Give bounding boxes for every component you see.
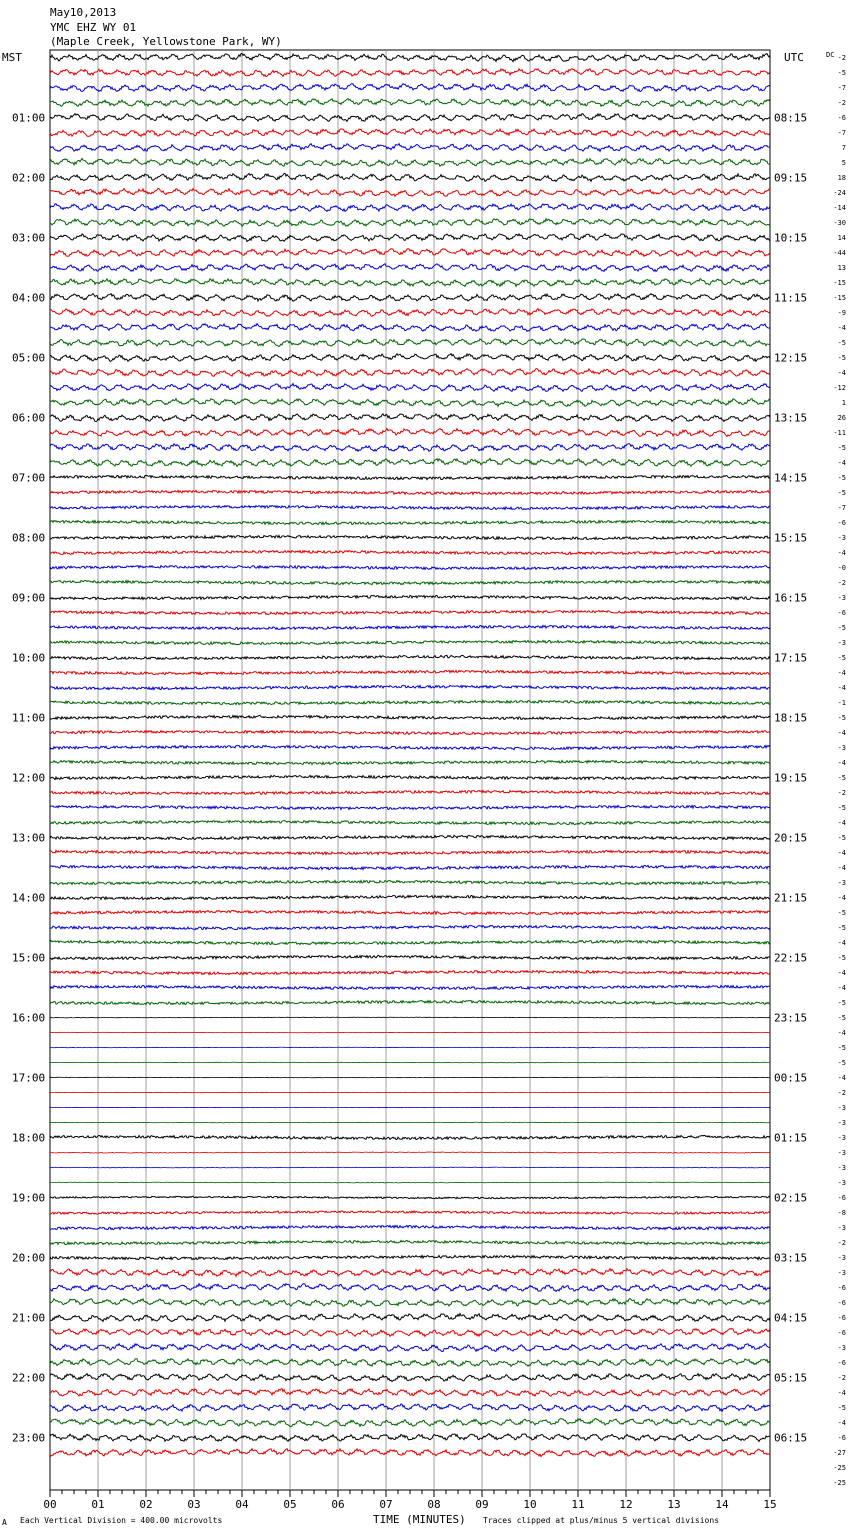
dc-offset-61: -4	[837, 969, 846, 977]
dc-offset-77: -8	[837, 1209, 846, 1217]
dc-offset-16: -15	[833, 294, 846, 302]
dc-offset-29: -5	[837, 489, 846, 497]
dc-offset-32: -3	[837, 534, 846, 542]
trace-82	[50, 1284, 770, 1292]
dc-offset-73: -3	[837, 1149, 846, 1157]
dc-offset-0: -2	[837, 54, 846, 62]
mst-label-19: 20:00	[12, 1251, 46, 1265]
dc-offset-21: -4	[837, 369, 846, 377]
trace-0	[50, 53, 770, 61]
x-tick-label-4: 04	[235, 1498, 249, 1511]
trace-47	[50, 760, 770, 764]
mst-label-21: 22:00	[12, 1371, 46, 1385]
dc-offset-1: -5	[837, 69, 846, 77]
dc-offset-84: -6	[837, 1314, 846, 1322]
mst-label-13: 14:00	[12, 891, 46, 905]
trace-34	[50, 566, 770, 570]
trace-9	[50, 188, 770, 196]
mst-time-labels	[12, 112, 45, 1445]
utc-label-0: 08:15	[774, 111, 808, 125]
dc-offset-86: -3	[837, 1344, 846, 1352]
x-tick-label-11: 11	[571, 1498, 585, 1511]
left-timezone: MST	[2, 51, 22, 64]
dc-offset-7: 5	[841, 159, 846, 167]
trace-1	[50, 69, 770, 77]
dc-offset-labels	[833, 54, 846, 1487]
trace-79	[50, 1240, 770, 1244]
trace-22	[50, 384, 770, 392]
utc-label-20: 04:15	[774, 1311, 808, 1325]
trace-84	[50, 1314, 770, 1322]
trace-61	[50, 971, 770, 975]
trace-56	[50, 895, 770, 899]
trace-24	[50, 414, 770, 422]
mst-label-6: 07:00	[12, 471, 46, 485]
trace-37	[50, 610, 770, 614]
trace-51	[50, 821, 770, 825]
trace-90	[50, 1404, 770, 1412]
scale-note: Each Vertical Division = 400.00 microvolts	[20, 1516, 223, 1525]
x-tick-label-7: 07	[379, 1498, 393, 1511]
dc-offset-69: -2	[837, 1089, 846, 1097]
dc-offset-67: -5	[837, 1059, 846, 1067]
trace-20	[50, 354, 770, 362]
trace-32	[50, 535, 770, 539]
dc-offset-68: -4	[837, 1074, 846, 1082]
mst-label-0: 01:00	[12, 111, 46, 125]
trace-66	[50, 1047, 770, 1048]
dc-offset-39: -3	[837, 639, 846, 647]
dc-offset-18: -4	[837, 324, 846, 332]
utc-label-13: 21:15	[774, 891, 808, 905]
dc-offset-26: -5	[837, 444, 846, 452]
trace-85	[50, 1329, 770, 1337]
dc-offset-81: -3	[837, 1269, 846, 1277]
x-tick-label-10: 10	[523, 1498, 537, 1511]
utc-label-2: 10:15	[774, 231, 808, 245]
utc-label-16: 00:15	[774, 1071, 808, 1085]
trace-43	[50, 700, 770, 704]
dc-offset-90: -5	[837, 1404, 846, 1412]
station-id: YMC EHZ WY 01	[50, 21, 137, 34]
utc-label-15: 23:15	[774, 1011, 808, 1025]
trace-91	[50, 1419, 770, 1427]
trace-26	[50, 444, 770, 452]
trace-5	[50, 129, 770, 137]
dc-offset-70: -3	[837, 1104, 846, 1112]
dc-offset-47: -4	[837, 759, 846, 767]
trace-67	[50, 1062, 770, 1063]
trace-58	[50, 925, 770, 929]
x-tick-label-13: 13	[667, 1498, 681, 1511]
trace-92	[50, 1434, 770, 1442]
trace-13	[50, 249, 770, 257]
dc-offset-59: -4	[837, 939, 846, 947]
utc-label-11: 19:15	[774, 771, 808, 785]
trace-14	[50, 264, 770, 272]
dc-offset-56: -4	[837, 894, 846, 902]
x-tick-label-0: 00	[43, 1498, 57, 1511]
dc-offset-72: -3	[837, 1134, 846, 1142]
trace-68	[50, 1077, 770, 1078]
trace-39	[50, 640, 770, 644]
dc-offset-31: -6	[837, 519, 846, 527]
seismic-traces	[50, 53, 770, 1456]
dc-offset-11: -30	[833, 219, 846, 227]
trace-10	[50, 204, 770, 212]
dc-offset-40: -5	[837, 654, 846, 662]
mst-label-18: 19:00	[12, 1191, 46, 1205]
utc-label-19: 03:15	[774, 1251, 808, 1265]
trace-77	[50, 1211, 770, 1214]
dc-offset-92: -6	[837, 1434, 846, 1442]
x-tick-label-2: 02	[139, 1498, 153, 1511]
dc-offset-15: -15	[833, 279, 846, 287]
dc-offset-58: -5	[837, 924, 846, 932]
dc-offset-50: -5	[837, 804, 846, 812]
record-date: May10,2013	[50, 6, 117, 19]
trace-19	[50, 339, 770, 346]
dc-offset-95: -25	[833, 1479, 846, 1487]
dc-offset-28: -5	[837, 474, 846, 482]
mst-label-15: 16:00	[12, 1011, 46, 1025]
dc-offset-85: -6	[837, 1329, 846, 1337]
trace-29	[50, 490, 770, 494]
utc-label-17: 01:15	[774, 1131, 808, 1145]
trace-50	[50, 805, 770, 809]
trace-64	[50, 1017, 770, 1018]
utc-label-9: 17:15	[774, 651, 808, 665]
utc-label-5: 13:15	[774, 411, 808, 425]
trace-83	[50, 1299, 770, 1307]
trace-73	[50, 1152, 770, 1153]
x-tick-label-6: 06	[331, 1498, 345, 1511]
trace-44	[50, 715, 770, 719]
mst-label-12: 13:00	[12, 831, 46, 845]
x-axis-ticks	[43, 1490, 776, 1511]
dc-offset-42: -4	[837, 684, 846, 692]
dc-offset-78: -3	[837, 1224, 846, 1232]
trace-65	[50, 1032, 770, 1033]
trace-87	[50, 1359, 770, 1367]
mst-label-11: 12:00	[12, 771, 46, 785]
dc-offset-24: 26	[837, 414, 846, 422]
mst-label-8: 09:00	[12, 591, 46, 605]
trace-3	[50, 98, 770, 106]
trace-59	[50, 940, 770, 944]
dc-offset-header: DC	[826, 51, 835, 59]
trace-71	[50, 1122, 770, 1123]
trace-21	[50, 369, 770, 377]
dc-offset-63: -5	[837, 999, 846, 1007]
mst-label-5: 06:00	[12, 411, 46, 425]
trace-30	[50, 506, 770, 510]
dc-offset-19: -5	[837, 339, 846, 347]
trace-62	[50, 985, 770, 989]
trace-46	[50, 745, 770, 749]
trace-78	[50, 1225, 770, 1229]
trace-45	[50, 731, 770, 735]
trace-76	[50, 1196, 770, 1198]
trace-27	[50, 459, 770, 467]
trace-31	[50, 520, 770, 524]
dc-offset-80: -3	[837, 1254, 846, 1262]
dc-offset-22: -12	[833, 384, 846, 392]
dc-offset-53: -4	[837, 849, 846, 857]
trace-6	[50, 144, 770, 152]
dc-offset-74: -3	[837, 1164, 846, 1172]
utc-label-4: 12:15	[774, 351, 808, 365]
utc-label-21: 05:15	[774, 1371, 808, 1385]
dc-offset-33: -4	[837, 549, 846, 557]
trace-36	[50, 595, 770, 599]
x-tick-label-15: 15	[763, 1498, 777, 1511]
trace-42	[50, 685, 770, 689]
dc-offset-54: -4	[837, 864, 846, 872]
trace-18	[50, 324, 770, 332]
trace-17	[50, 309, 770, 317]
mst-label-14: 15:00	[12, 951, 46, 965]
utc-label-14: 22:15	[774, 951, 808, 965]
utc-label-6: 14:15	[774, 471, 808, 485]
trace-38	[50, 625, 770, 629]
trace-4	[50, 114, 770, 122]
dc-offset-82: -6	[837, 1284, 846, 1292]
corner-mark: A	[2, 1518, 7, 1527]
trace-25	[50, 429, 770, 437]
dc-offset-34: -0	[837, 564, 846, 572]
dc-offset-37: -6	[837, 609, 846, 617]
trace-86	[50, 1344, 770, 1352]
dc-offset-8: 18	[837, 174, 846, 182]
dc-offset-87: -6	[837, 1359, 846, 1367]
trace-35	[50, 580, 770, 584]
dc-offset-76: -6	[837, 1194, 846, 1202]
dc-offset-45: -4	[837, 729, 846, 737]
dc-offset-66: -5	[837, 1044, 846, 1052]
dc-offset-20: -5	[837, 354, 846, 362]
dc-offset-2: -7	[837, 84, 846, 92]
dc-offset-35: -2	[837, 579, 846, 587]
trace-88	[50, 1374, 770, 1382]
dc-offset-55: -3	[837, 879, 846, 887]
dc-offset-91: -4	[837, 1419, 846, 1427]
trace-89	[50, 1389, 770, 1397]
dc-offset-6: 7	[841, 144, 846, 152]
mst-label-9: 10:00	[12, 651, 46, 665]
dc-offset-60: -5	[837, 954, 846, 962]
dc-offset-13: -44	[833, 249, 846, 257]
mst-label-22: 23:00	[12, 1431, 46, 1445]
dc-offset-38: -5	[837, 624, 846, 632]
trace-16	[50, 294, 770, 302]
trace-54	[50, 865, 770, 869]
dc-offset-43: -1	[837, 699, 846, 707]
dc-offset-10: -14	[833, 204, 846, 212]
dc-offset-49: -2	[837, 789, 846, 797]
dc-offset-62: -4	[837, 984, 846, 992]
dc-offset-23: 1	[841, 399, 846, 407]
trace-33	[50, 550, 770, 554]
dc-offset-48: -5	[837, 774, 846, 782]
dc-offset-17: -9	[837, 309, 846, 317]
trace-74	[50, 1167, 770, 1168]
mst-label-20: 21:00	[12, 1311, 46, 1325]
mst-label-1: 02:00	[12, 171, 46, 185]
x-tick-label-9: 09	[475, 1498, 489, 1511]
dc-offset-83: -6	[837, 1299, 846, 1307]
trace-93	[50, 1449, 770, 1457]
utc-label-8: 16:15	[774, 591, 808, 605]
dc-offset-36: -3	[837, 594, 846, 602]
dc-offset-88: -2	[837, 1374, 846, 1382]
dc-offset-41: -4	[837, 669, 846, 677]
trace-57	[50, 910, 770, 914]
trace-75	[50, 1182, 770, 1183]
mst-label-4: 05:00	[12, 351, 46, 365]
trace-41	[50, 670, 770, 674]
trace-23	[50, 399, 770, 407]
dc-offset-5: -7	[837, 129, 846, 137]
trace-80	[50, 1255, 770, 1259]
trace-60	[50, 955, 770, 959]
x-tick-label-1: 01	[91, 1498, 105, 1511]
dc-offset-4: -6	[837, 114, 846, 122]
dc-offset-52: -5	[837, 834, 846, 842]
utc-label-18: 02:15	[774, 1191, 808, 1205]
dc-offset-9: -24	[833, 189, 846, 197]
dc-offset-57: -5	[837, 909, 846, 917]
utc-label-22: 06:15	[774, 1431, 808, 1445]
dc-offset-12: 14	[837, 234, 846, 242]
trace-48	[50, 775, 770, 779]
mst-label-10: 11:00	[12, 711, 46, 725]
mst-label-3: 04:00	[12, 291, 46, 305]
trace-11	[50, 219, 770, 227]
x-tick-label-3: 03	[187, 1498, 201, 1511]
utc-label-1: 09:15	[774, 171, 808, 185]
dc-offset-44: -5	[837, 714, 846, 722]
right-timezone: UTC	[784, 51, 804, 64]
dc-offset-30: -7	[837, 504, 846, 512]
trace-12	[50, 234, 770, 242]
dc-offset-27: -4	[837, 459, 846, 467]
dc-offset-64: -5	[837, 1014, 846, 1022]
trace-52	[50, 835, 770, 839]
dc-offset-75: -3	[837, 1179, 846, 1187]
dc-offset-65: -4	[837, 1029, 846, 1037]
utc-label-3: 11:15	[774, 291, 808, 305]
x-tick-label-14: 14	[715, 1498, 729, 1511]
mst-label-7: 08:00	[12, 531, 46, 545]
dc-offset-46: -3	[837, 744, 846, 752]
trace-49	[50, 790, 770, 794]
trace-81	[50, 1269, 770, 1276]
dc-offset-93: -27	[833, 1449, 846, 1457]
trace-55	[50, 880, 770, 884]
x-tick-label-12: 12	[619, 1498, 633, 1511]
x-tick-label-8: 08	[427, 1498, 441, 1511]
trace-53	[50, 850, 770, 854]
utc-label-7: 15:15	[774, 531, 808, 545]
trace-2	[50, 84, 770, 92]
station-location: (Maple Creek, Yellowstone Park, WY)	[50, 35, 282, 48]
utc-label-12: 20:15	[774, 831, 808, 845]
dc-offset-71: -3	[837, 1119, 846, 1127]
dc-offset-25: -11	[833, 429, 846, 437]
trace-8	[50, 173, 770, 181]
trace-7	[50, 158, 770, 166]
trace-28	[50, 475, 770, 479]
dc-offset-3: -2	[837, 99, 846, 107]
trace-72	[50, 1135, 770, 1139]
x-axis-label: TIME (MINUTES)	[373, 1513, 466, 1526]
dc-offset-51: -4	[837, 819, 846, 827]
utc-time-labels	[774, 112, 807, 1445]
utc-label-10: 18:15	[774, 711, 808, 725]
dc-offset-89: -4	[837, 1389, 846, 1397]
x-tick-label-5: 05	[283, 1498, 297, 1511]
trace-63	[50, 1000, 770, 1004]
trace-15	[50, 279, 770, 287]
dc-offset-94: -25	[833, 1464, 846, 1472]
mst-label-17: 18:00	[12, 1131, 46, 1145]
dc-offset-14: 13	[837, 264, 846, 272]
mst-label-2: 03:00	[12, 231, 46, 245]
dc-offset-79: -2	[837, 1239, 846, 1247]
trace-40	[50, 655, 770, 659]
mst-label-16: 17:00	[12, 1071, 46, 1085]
clip-note: Traces clipped at plus/minus 5 vertical divisions	[483, 1516, 720, 1525]
